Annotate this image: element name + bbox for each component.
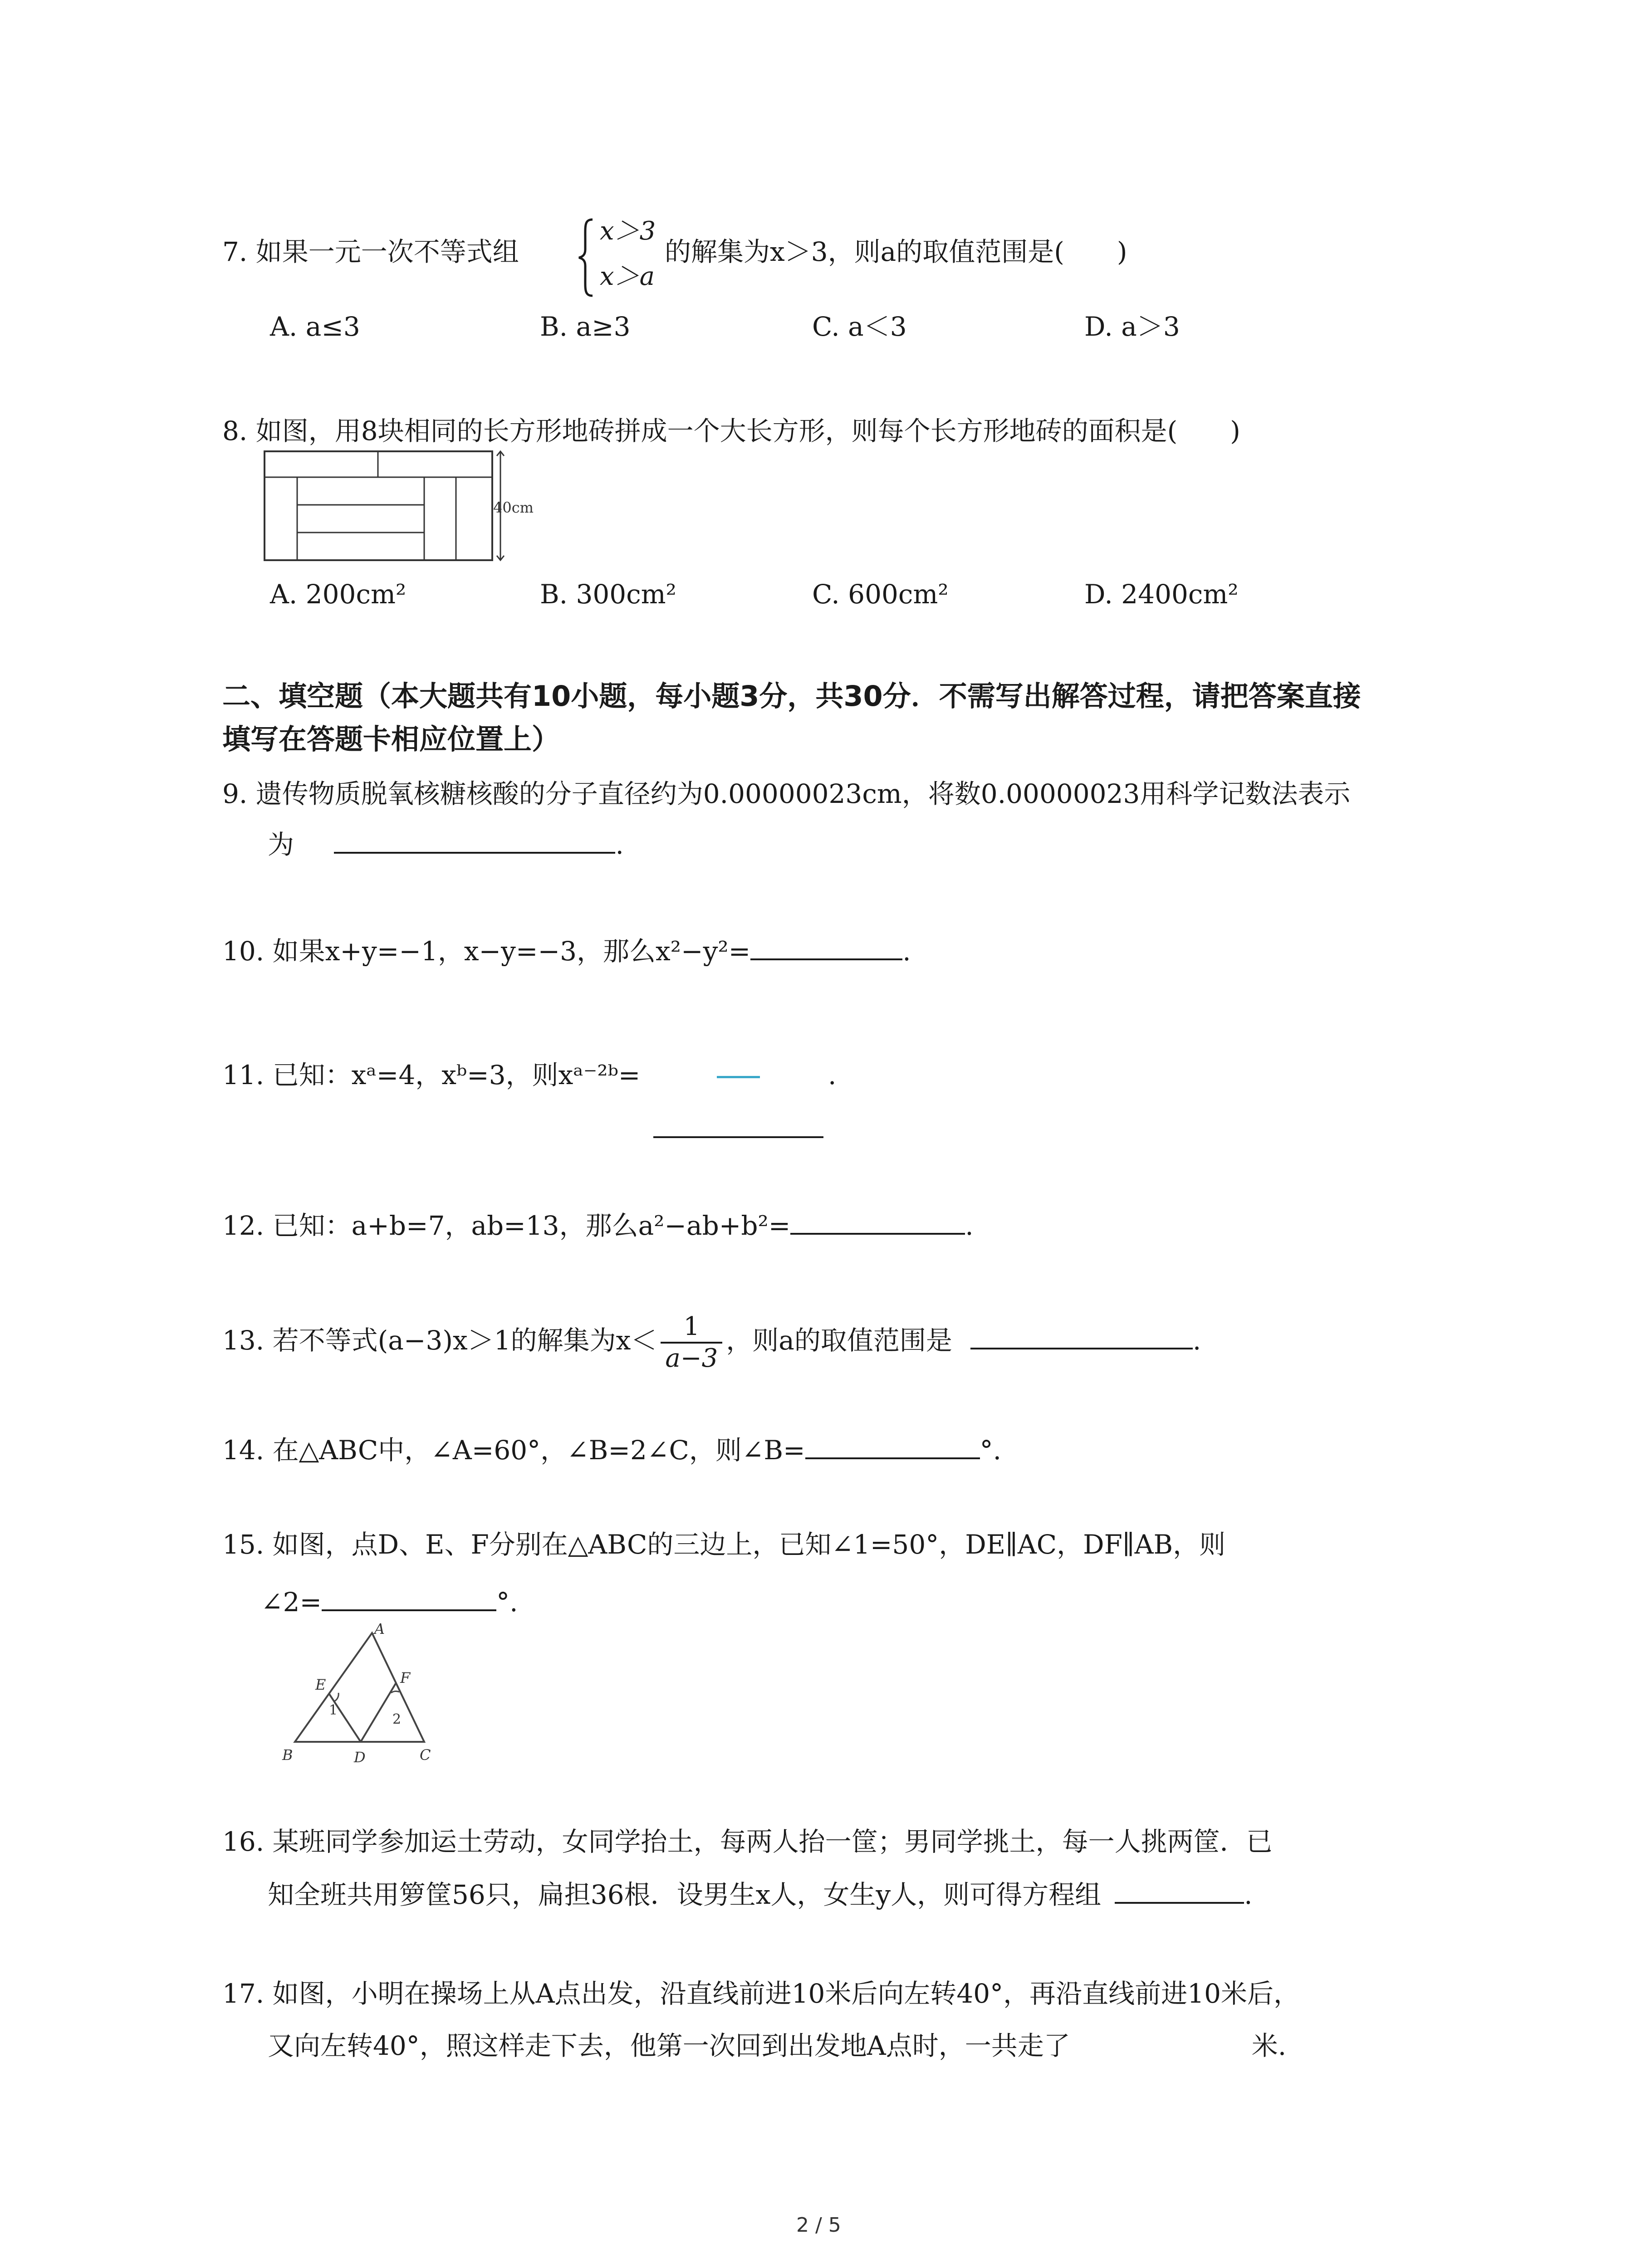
q17-line2 <box>268 2028 1286 2064</box>
q7-option-a: A. a≤3 <box>270 311 360 342</box>
q11-answer-blank[interactable] <box>653 1136 823 1138</box>
q14-answer-blank[interactable] <box>805 1431 980 1459</box>
q16-answer-blank[interactable] <box>1115 1876 1244 1904</box>
q15-label-e: E <box>315 1676 326 1693</box>
q12-text: 12. 已知：a+b=7，ab=13，那么a²−ab+b²= <box>222 1210 791 1241</box>
q13-fraction <box>661 1312 722 1374</box>
q17-line2-text: 又向左转40°，照这样走下去，他第一次回到出发地A点时，一共走了 <box>268 2030 1070 2061</box>
q15-angle-1-label: 1 <box>329 1702 338 1718</box>
q8-option-a: A. 200cm² <box>270 579 407 610</box>
q9-line1: 9. 遗传物质脱氧核糖核酸的分子直径约为0.00000023cm，将数0.00000023用科学记数法表示 <box>222 778 1351 809</box>
q7-option-c: C. a＜3 <box>812 311 907 342</box>
q10-answer-blank[interactable] <box>750 932 902 960</box>
q15-line2-suffix: °. <box>496 1587 518 1618</box>
q9-answer-blank[interactable] <box>334 826 615 854</box>
q7-prefix: 7. 如果一元一次不等式组 <box>222 236 519 267</box>
q7-suffix: 的解集为x＞3，则a的取值范围是( ) <box>665 236 1127 267</box>
section-heading-line2: 填写在答题卡相应位置上） <box>222 723 560 756</box>
q17-line2-suffix: 米. <box>1251 2030 1287 2061</box>
q16-line2-suffix: . <box>1244 1879 1253 1910</box>
q15-label-c: C <box>420 1746 431 1764</box>
q13-mid: ，则a的取值范围是 <box>726 1325 952 1356</box>
q8-option-c: C. 600cm² <box>812 579 949 610</box>
q14-line <box>222 1431 1001 1468</box>
q16-line2 <box>268 1876 1253 1913</box>
q8-option-b: B. 300cm² <box>540 579 676 610</box>
q8-option-d: D. 2400cm² <box>1084 579 1239 610</box>
q8-text: 8. 如图，用8块相同的长方形地砖拼成一个大长方形，则每个长方形地砖的面积是( ) <box>222 415 1240 446</box>
q8-tile-figure <box>261 449 551 567</box>
q15-label-f: F <box>400 1669 411 1686</box>
q17-line1: 17. 如图，小明在操场上从A点出发，沿直线前进10米后向左转40°，再沿直线前进10米后， <box>222 1978 1300 2009</box>
q12-suffix: . <box>965 1210 974 1241</box>
q11-text: 11. 已知：xᵃ=4，xᵇ=3，则xᵃ⁻²ᵇ= <box>222 1060 641 1090</box>
q14-suffix: °. <box>980 1435 1002 1466</box>
q12-line <box>222 1207 974 1244</box>
q7-system-bottom: x＞a <box>600 262 655 291</box>
q13-suffix: . <box>1192 1325 1201 1356</box>
q13-fraction-numerator: 1 <box>661 1312 722 1344</box>
q15-line2-prefix: ∠2= <box>261 1587 322 1618</box>
page-number: 2 / 5 <box>796 2214 841 2237</box>
q15-triangle-figure <box>268 1619 449 1769</box>
q9-line2-prefix: 为 <box>268 829 294 860</box>
q15-label-b: B <box>282 1746 293 1764</box>
q13-fraction-denominator: a−3 <box>665 1343 718 1373</box>
q15-answer-blank[interactable] <box>322 1583 496 1611</box>
q9-line2 <box>268 826 624 863</box>
q7-system-top: x＞3 <box>600 216 656 246</box>
q14-text: 14. 在△ABC中，∠A=60°，∠B=2∠C，则∠B= <box>222 1435 805 1466</box>
q11-suffix: . <box>828 1060 837 1090</box>
q15-label-a: A <box>374 1620 385 1637</box>
q13-text: 13. 若不等式(a−3)x＞1的解集为x＜ <box>222 1325 657 1356</box>
q15-label-d: D <box>354 1749 366 1766</box>
q15-angle-2-label: 2 <box>392 1711 402 1727</box>
q13-line <box>222 1309 1201 1374</box>
q16-line1: 16. 某班同学参加运土劳动，女同学抬土，每两人抬一筐；男同学挑土，每一人挑两筐．已 <box>222 1826 1273 1857</box>
q16-line2-text: 知全班共用箩筐56只，扁担36根．设男生x人，女生y人，则可得方程组 <box>268 1879 1102 1910</box>
q7-option-d: D. a＞3 <box>1084 311 1180 342</box>
q12-answer-blank[interactable] <box>790 1207 965 1235</box>
q7-option-b: B. a≥3 <box>540 311 631 342</box>
q8-figure-label: 40cm <box>493 499 534 516</box>
q15-line2 <box>261 1583 518 1620</box>
brace-icon <box>577 217 595 298</box>
q10-text: 10. 如果x+y=−1，x−y=−3，那么x²−y²= <box>222 936 751 967</box>
q10-suffix: . <box>902 936 911 967</box>
q13-answer-blank[interactable] <box>970 1321 1193 1349</box>
q15-line1: 15. 如图，点D、E、F分别在△ABC的三边上，已知∠1=50°，DE∥AC，DF∥AB，则 <box>222 1529 1226 1560</box>
q11-answer-mark <box>717 1076 760 1078</box>
q10-line <box>222 932 911 969</box>
q9-line2-suffix: . <box>615 829 624 860</box>
section-heading-line1: 二、填空题（本大题共有10小题，每小题3分，共30分．不需写出解答过程，请把答案直接 <box>222 679 1361 713</box>
